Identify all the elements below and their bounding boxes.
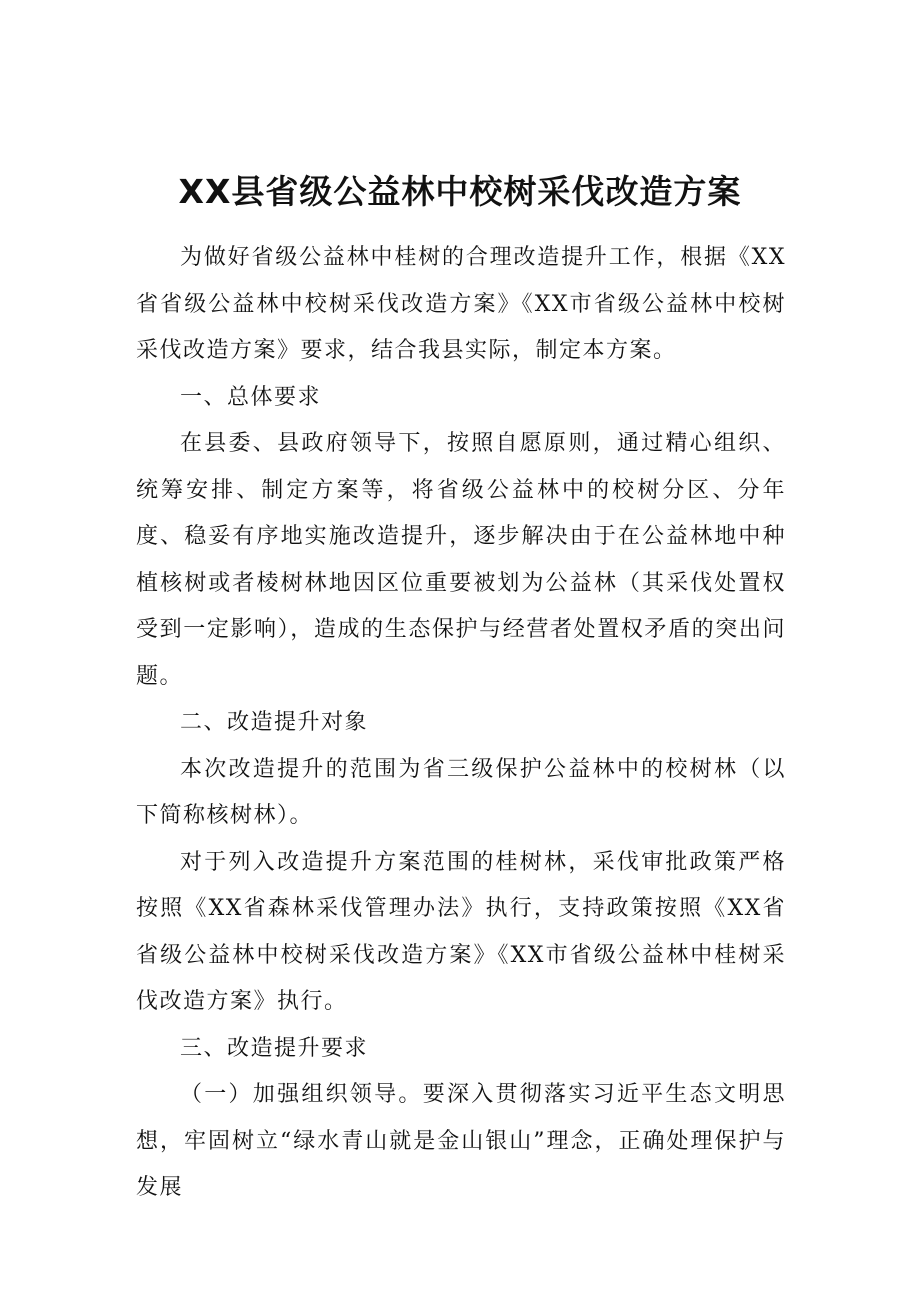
- targets-scope-paragraph: 本次改造提升的范围为省三级保护公益林中的校树林（以下简称核树林）。: [136, 756, 786, 828]
- document-title: XX县省级公益林中校树采伐改造方案: [178, 172, 742, 211]
- section-heading-general-requirements: 一、总体要求: [180, 384, 322, 410]
- intro-paragraph: 为做好省级公益林中桂树的合理改造提升工作，根据《XX省省级公益林中校树采伐改造方案》《XX市省级公益林中校树采伐改造方案》要求，结合我县实际，制定本方案。: [136, 245, 786, 363]
- targets-policy-paragraph: 对于列入改造提升方案范围的桂树林，采伐审批政策严格按照《XX省森林采伐管理办法》执行，支持政策按照《XX省省级公益林中校树采伐改造方案》《XX市省级公益林中桂树采伐改造方案》执行。: [136, 849, 786, 1014]
- document-body: [136, 235, 786, 1212]
- general-requirements-paragraph: 在县委、县政府领导下，按照自愿原则，通过精心组织、统筹安排、制定方案等，将省级公益林中的校树分区、分年度、稳妥有序地实施改造提升，逐步解决由于在公益林地中种植核树或者棱树林地因区位重要被划为公益林（其采伐处置权受到一定影响），造成的生态保护与经营者处置权矛盾的突出问题。: [136, 431, 786, 689]
- section-heading-requirements: 三、改造提升要求: [180, 1035, 369, 1061]
- section-heading-targets: 二、改造提升对象: [180, 710, 369, 735]
- leadership-paragraph: （一）加强组织领导。要深入贯彻落实习近平生态文明思想，牢固树立“绿水青山就是金山银山”理念，正确处理保护与发展: [136, 1082, 786, 1200]
